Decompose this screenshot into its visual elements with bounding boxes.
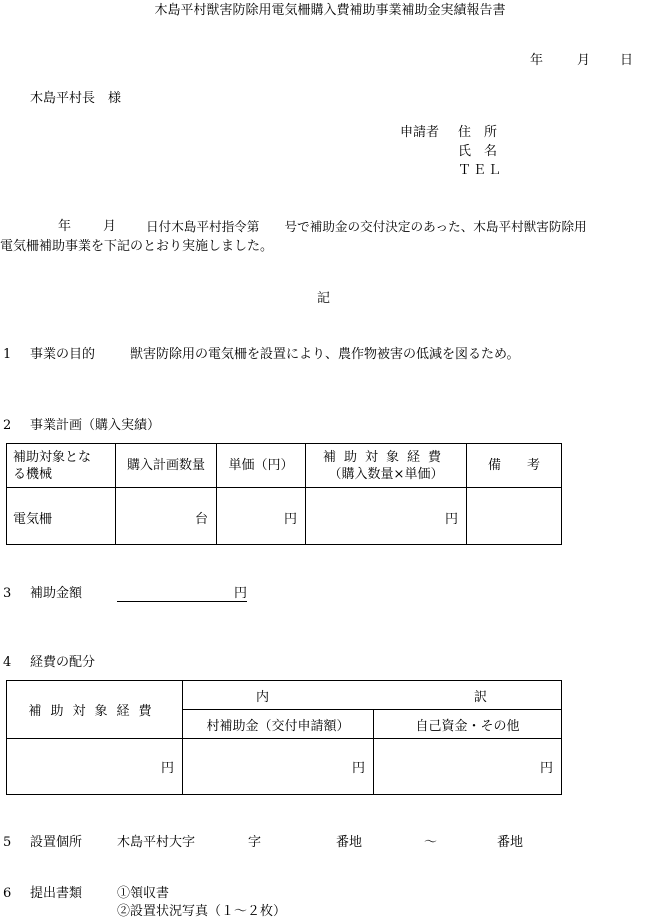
applicant-label: 申請者 xyxy=(400,125,440,140)
section-5-aza: 字 xyxy=(248,835,262,850)
addressee: 木島平村長 様 xyxy=(30,91,122,106)
header-quantity: 購入計画数量 xyxy=(116,444,217,488)
section-1-number: 1 xyxy=(3,347,12,362)
body-line1: 日付木島平村指令第 号で補助金の交付決定のあった、木島平村獣害防除用 xyxy=(146,219,587,234)
section-5-place: 木島平村大字 xyxy=(117,835,196,850)
header-unit-price: 単価（円） xyxy=(217,444,306,488)
header-notes: 備 考 xyxy=(467,444,562,488)
applicant-address-label: 住 所 xyxy=(458,125,498,140)
cell-notes xyxy=(467,488,562,545)
table-row xyxy=(7,488,562,545)
section-4-label: 経費の配分 xyxy=(30,655,96,670)
section-5-number: 5 xyxy=(3,835,12,850)
cell-quantity-unit: 台 xyxy=(116,488,217,545)
date-month: 月 xyxy=(577,53,591,68)
cell-self-unit: 円 xyxy=(374,739,562,795)
header-subsidy-cost: 補助対象経費 （購入数量×単価） xyxy=(306,444,467,488)
list-item: ①領収書 xyxy=(117,886,170,901)
section-1-label: 事業の目的 xyxy=(30,347,96,362)
body-year: 年 xyxy=(58,219,72,234)
applicant-tel-label: ＴＥＬ xyxy=(458,163,504,178)
list-item: ②設置状況写真（１～２枚） xyxy=(117,904,287,919)
applicant-name-label: 氏 名 xyxy=(458,144,498,159)
header-breakdown: 内 訳 xyxy=(183,681,562,710)
cell-cost-unit: 円 xyxy=(306,488,467,545)
section-5-label: 設置個所 xyxy=(30,835,83,850)
document-title: 木島平村獣害防除用電気柵購入費補助事業補助金実績報告書 xyxy=(154,3,506,18)
section-6-label: 提出書類 xyxy=(30,886,83,901)
cell-machine: 電気柵 xyxy=(7,488,116,545)
section-2-number: 2 xyxy=(3,418,12,433)
cell-cost-unit: 円 xyxy=(7,739,183,795)
header-village-subsidy: 村補助金（交付申請額） xyxy=(183,710,374,739)
section-2-label: 事業計画（購入実績） xyxy=(30,418,161,433)
section-3-unit: 円 xyxy=(234,586,248,601)
date-year: 年 xyxy=(530,53,544,68)
section-3-label: 補助金額 xyxy=(30,586,83,601)
section-1-text: 獣害防除用の電気柵を設置により、農作物被害の低減を図るため。 xyxy=(130,347,520,362)
section-6-number: 6 xyxy=(3,886,12,901)
cost-allocation-table xyxy=(6,680,562,795)
table-row xyxy=(7,739,562,795)
section-5-banchi-to: 番地 xyxy=(497,835,524,850)
section-4-number: 4 xyxy=(3,655,12,670)
table-header-row xyxy=(7,444,562,488)
cell-village-unit: 円 xyxy=(183,739,374,795)
table-header-row xyxy=(7,681,562,710)
body-month: 月 xyxy=(103,219,117,234)
date-day: 日 xyxy=(620,53,634,68)
section-5-banchi-from: 番地 xyxy=(336,835,363,850)
header-self-funds: 自己資金・その他 xyxy=(374,710,562,739)
header-machine: 補助対象とな る機械 xyxy=(7,444,116,488)
header-subsidy-cost: 補助対象経費 xyxy=(7,681,183,739)
purchase-plan-table xyxy=(6,443,562,545)
ki-heading: 記 xyxy=(317,291,331,306)
section-5-tilde: ～ xyxy=(424,835,438,850)
subsidy-amount-blank xyxy=(117,584,247,602)
body-line2: 電気柵補助事業を下記のとおり実施しました。 xyxy=(0,239,274,254)
cell-price-unit: 円 xyxy=(217,488,306,545)
section-3-number: 3 xyxy=(3,586,12,601)
